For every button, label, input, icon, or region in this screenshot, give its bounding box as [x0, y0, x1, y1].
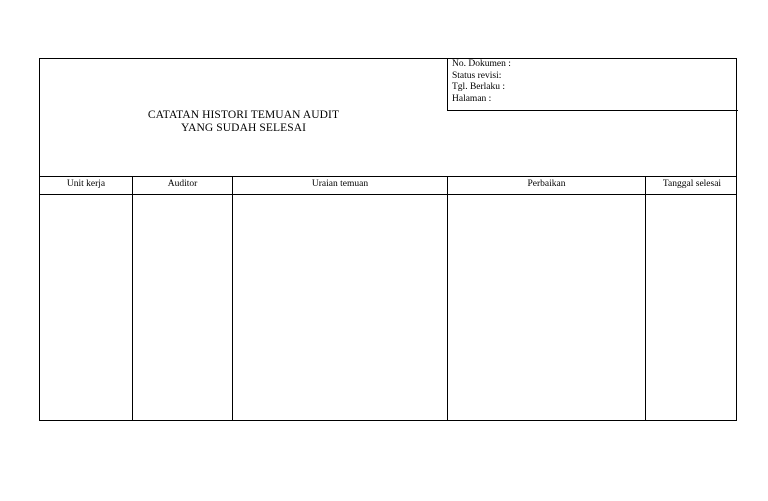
page-label: Halaman : [452, 94, 492, 105]
table-body [40, 195, 736, 420]
document-meta-box [447, 58, 738, 111]
column-header-perbaikan: Perbaikan [448, 177, 646, 194]
cell-tanggal-selesai [646, 195, 738, 420]
column-header-unit-kerja: Unit kerja [40, 177, 133, 194]
audit-form [39, 58, 737, 421]
form-header [40, 59, 736, 177]
title-line-1: CATATAN HISTORI TEMUAN AUDIT [147, 109, 340, 121]
cell-auditor [133, 195, 233, 420]
title-line-2: YANG SUDAH SELESAI [180, 122, 307, 134]
cell-perbaikan [448, 195, 646, 420]
revision-status-label: Status revisi: [452, 70, 502, 81]
column-header-uraian-temuan: Uraian temuan [233, 177, 448, 194]
cell-uraian-temuan [233, 195, 448, 420]
effective-date-label: Tgl. Berlaku : [452, 82, 506, 93]
table-header-row [40, 177, 736, 195]
cell-unit-kerja [40, 195, 133, 420]
document-title [40, 109, 447, 135]
column-header-auditor: Auditor [133, 177, 233, 194]
column-header-tanggal-selesai: Tanggal selesai [662, 179, 722, 189]
doc-number-label: No. Dokumen : [452, 59, 511, 69]
